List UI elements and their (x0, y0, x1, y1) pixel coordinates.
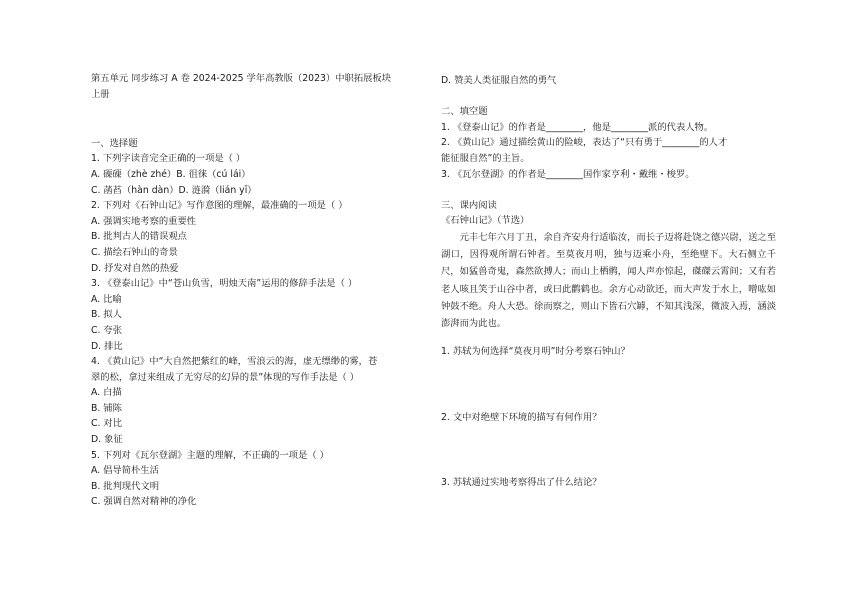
q5-option-a: A. 倡导简朴生活 (91, 465, 159, 477)
q1-options-ab: A. 磲磲（zhè zhé）B. 徂徕（cú lái） (91, 168, 251, 180)
q4-option-c: C. 对比 (91, 418, 122, 430)
q2-option-d: D. 抒发对自然的热爱 (91, 262, 179, 274)
q2-option-b: B. 批判古人的错误观点 (91, 231, 187, 243)
q5-option-b: B. 批判现代文明 (91, 480, 160, 492)
q4-stem-line-1: 4. 《黄山记》中“大自然把紫红的峰，雪浪云的海，虚无缥缈的雾，苍 (91, 356, 378, 368)
q2-option-a: A. 强调实地考察的重要性 (91, 215, 197, 227)
right-column (441, 73, 776, 491)
reading-source: 《石钟山记》（节选） (441, 215, 530, 227)
fill-q3: 3. 《瓦尔登湖》的作者是________国作家亨利・戴维・梭罗。 (441, 168, 695, 180)
document-title-line-2: 上册 (91, 88, 110, 100)
section-fill-heading: 二、填空题 (441, 106, 488, 118)
reading-q1: 1. 苏轼为何选择“莫夜月明”时分考察石钟山？ (441, 346, 630, 358)
fill-q1: 1. 《登泰山记》的作者是________，他是________派的代表人物。 (441, 121, 714, 133)
q3-option-b: B. 拟人 (91, 309, 122, 321)
q4-option-a: A. 白描 (91, 387, 122, 399)
reading-q3: 3. 苏轼通过实地考察得出了什么结论？ (441, 477, 602, 489)
q1-stem: 1. 下列字读音完全正确的一项是（ ） (91, 153, 246, 165)
q3-option-d: D. 排比 (91, 340, 123, 352)
q3-stem: 3. 《登泰山记》中“苍山负雪，明烛天南”运用的修辞手法是（ ） (91, 278, 358, 290)
q4-option-d: D. 象征 (91, 434, 123, 446)
left-column (91, 71, 421, 510)
fill-q2-line-2: 能征服自然”的主旨。 (441, 152, 530, 164)
q2-option-c: C. 描绘石钟山的奇景 (91, 246, 178, 258)
q4-option-b: B. 铺陈 (91, 402, 122, 414)
q3-option-a: A. 比喻 (91, 293, 122, 305)
section-reading-heading: 三、课内阅读 (441, 199, 497, 211)
q5-option-d: D. 赞美人类征服自然的勇气 (441, 75, 557, 86)
reading-passage: 元丰七年六月丁丑，余自齐安舟行适临汝，而长子迈将赴饶之德兴尉，送之至湖口，因得观所谓石钟者。至莫夜月明，独与迈乘小舟，至绝壁下。大石侧立千尺，如猛兽奇鬼，森然欲搏人；而山上栖鹘，闻人声亦惊起，磔磔云霄间；又有若老人咳且笑于山谷中者，或曰此鹳鹤也。余方心动欲还，而大声发于水上，噌吰如钟鼓不绝。舟人大恐。徐而察之，则山下皆石穴罅，不知其浅深，微波入焉，涵淡澎湃而为此也。 (441, 231, 776, 329)
q5-stem: 5. 下列对《瓦尔登湖》主题的理解，不正确的一项是（ ） (91, 449, 329, 461)
q3-option-c: C. 夸张 (91, 324, 122, 336)
document-title-line-1: 第五单元 同步练习 A 卷 2024-2025 学年高教版（2023）中职拓展板块 (91, 73, 392, 84)
q4-stem-line-2: 翠的松，拿过来组成了无穷尽的幻异的景”体现的写作手法是（ ） (91, 371, 360, 383)
q5-option-c: C. 强调自然对精神的净化 (91, 496, 197, 508)
q2-stem: 2. 下列对《石钟山记》写作意图的理解，最准确的一项是（ ） (91, 200, 348, 212)
q1-options-cd: C. 菡萏（hàn dàn）D. 涟漪（lián yī） (91, 184, 257, 196)
reading-q2: 2. 文中对绝壁下环境的描写有何作用？ (441, 411, 602, 423)
fill-q2-line-1: 2. 《黄山记》通过描绘黄山的险峻，表达了“只有勇于________的人才 (441, 137, 728, 149)
section-choice-heading: 一、选择题 (91, 137, 138, 149)
